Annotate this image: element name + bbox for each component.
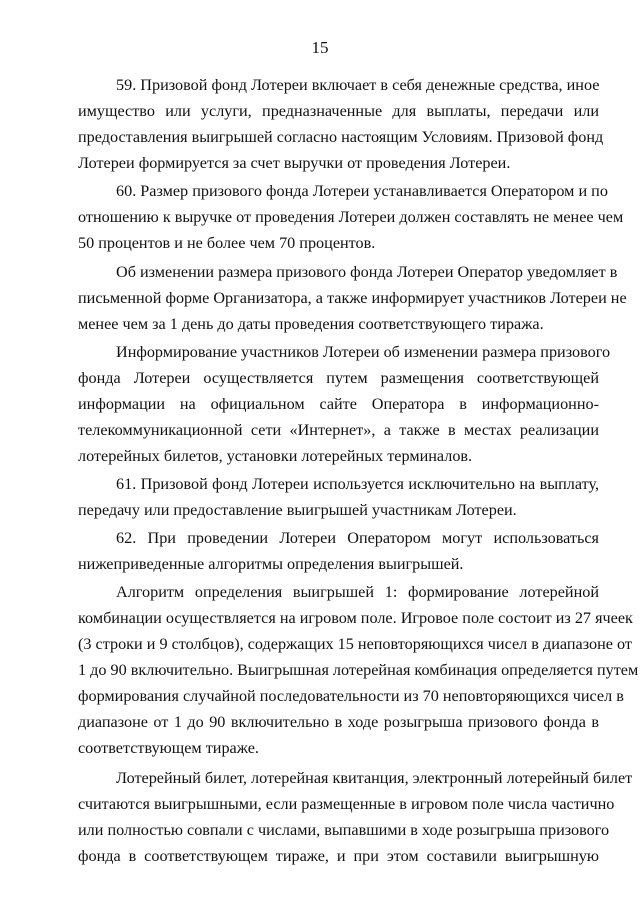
paragraph-60-line-1: 60. Размер призового фонда Лотереи устанавливается Оператором и по: [116, 182, 608, 200]
paragraph-59-line-2: имущество или услуги, предназначенные для выплаты, передачи или: [78, 102, 599, 120]
paragraph-algorithm-1-line-7: соответствующем тираже.: [78, 739, 259, 757]
paragraph-algorithm-1-line-4: 1 до 90 включительно. Выигрышная лотерейная комбинация определяется путем: [78, 661, 639, 679]
paragraph-59-line-1: 59. Призовой фонд Лотереи включает в себя денежные средства, иное: [116, 76, 600, 94]
paragraph-winning-ticket-line-1: Лотерейный билет, лотерейная квитанция, электронный лотерейный билет: [116, 769, 633, 787]
paragraph-59-line-3: предоставления выигрышей согласно настоящим Условиям. Призовой фонд: [78, 128, 604, 146]
paragraph-60-line-3: 50 процентов и не более чем 70 процентов.: [78, 234, 376, 252]
paragraph-informing-line-3: информации на официальном сайте Оператора в информационно-: [78, 395, 599, 413]
paragraph-winning-ticket-line-3: или полностью совпали с числами, выпавшими в ходе розыгрыша призового: [78, 821, 610, 839]
paragraph-change-notice-line-2: письменной форме Организатора, а также информирует участников Лотереи не: [78, 289, 627, 307]
paragraph-informing-line-2: фонда Лотереи осуществляется путем размещения соответствующей: [78, 369, 599, 387]
paragraph-winning-ticket-line-4: фонда в соответствующем тираже, и при этом составили выигрышную: [78, 847, 599, 865]
paragraph-61-line-1: 61. Призовой фонд Лотереи используется исключительно на выплату,: [116, 475, 599, 493]
paragraph-change-notice-line-1: Об изменении размера призового фонда Лотереи Оператор уведомляет в: [116, 263, 618, 281]
paragraph-algorithm-1-line-5: формирования случайной последовательности из 70 неповторяющихся чисел в: [78, 687, 624, 705]
paragraph-algorithm-1-line-1: Алгоритм определения выигрышей 1: формирование лотерейной: [116, 583, 599, 601]
paragraph-61-line-2: передачу или предоставление выигрышей участникам Лотереи.: [78, 501, 517, 519]
paragraph-change-notice-line-3: менее чем за 1 день до даты проведения соответствующего тиража.: [78, 315, 544, 333]
paragraph-informing-line-4: телекоммуникационной сети «Интернет», а также в местах реализации: [78, 421, 599, 439]
paragraph-algorithm-1-line-6: диапазоне от 1 до 90 включительно в ходе розыгрыша призового фонда в: [78, 713, 599, 731]
paragraph-62-line-2: нижеприведенные алгоритмы определения выигрышей.: [78, 555, 464, 573]
paragraph-informing-line-5: лотерейных билетов, установки лотерейных терминалов.: [78, 447, 473, 465]
paragraph-algorithm-1-line-2: комбинации осуществляется на игровом поле. Игровое поле состоит из 27 ячеек: [78, 609, 633, 627]
paragraph-winning-ticket-line-2: считаются выигрышными, если размещенные в игровом поле числа частично: [78, 795, 615, 813]
paragraph-algorithm-1-line-3: (3 строки и 9 столбцов), содержащих 15 неповторяющихся чисел в диапазоне от: [78, 635, 632, 653]
paragraph-62-line-1: 62. При проведении Лотереи Оператором могут использоваться: [116, 529, 599, 547]
paragraph-informing-line-1: Информирование участников Лотереи об изменении размера призового: [116, 343, 611, 361]
paragraph-60-line-2: отношению к выручке от проведения Лотереи должен составлять не менее чем: [78, 208, 624, 226]
paragraph-59-line-4: Лотереи формируется за счет выручки от проведения Лотереи.: [78, 154, 511, 172]
page-number: 15: [311, 38, 329, 57]
